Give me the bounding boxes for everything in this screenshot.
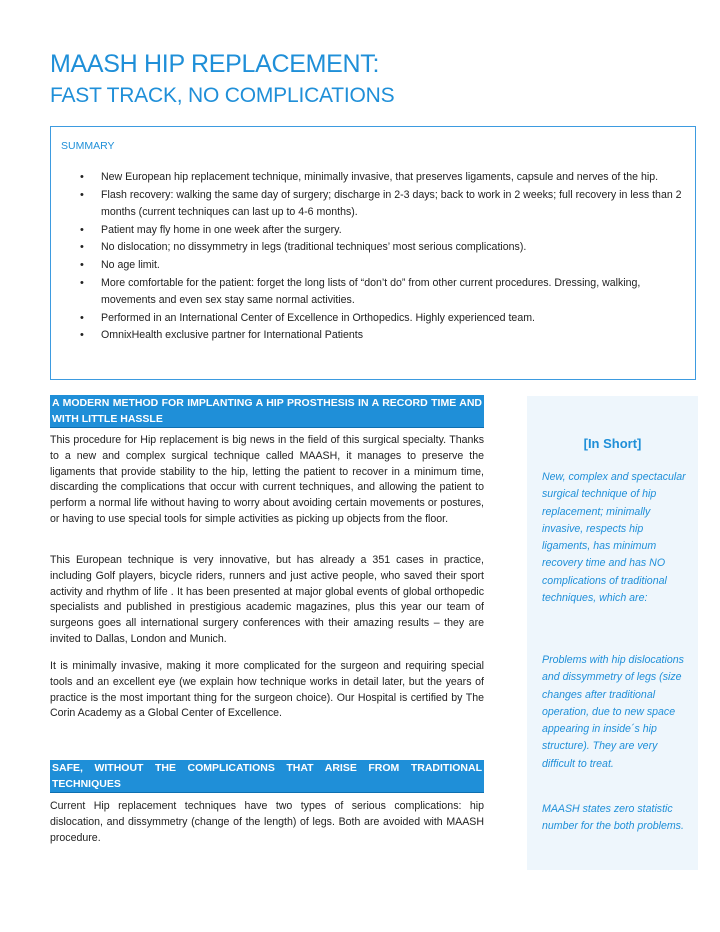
sidebar-paragraph-2: Problems with hip dislocations and dissymmetry of legs (size changes after traditional operation, due to new space appearing in inside´s hip structure). They are very difficult to treat. xyxy=(542,654,684,770)
summary-label: SUMMARY xyxy=(61,140,115,152)
section1-paragraph-2: This European technique is very innovative, but has already a 351 cases in practice, including Golf players, bicycle riders, runners and just active people, who saved their sport activity and rhythm of life . It has been presented at major global events of global orthopedic specialists and published in prestigious academic magazines, plus this year our team of surgeons goes all international surgery conferences with their amazing results – they are invited to Dallas, London and Munich. xyxy=(50,554,484,645)
summary-item: • Patient may fly home in one week after the surgery. xyxy=(101,222,691,240)
page-title: MAASH HIP REPLACEMENT: xyxy=(50,50,380,78)
summary-item: • No age limit. xyxy=(101,257,691,275)
section1-paragraph-1: This procedure for Hip replacement is big news in the field of this surgical specialty. Thanks to a new and complex surgical technique called MAASH, it manages to preserve the ligaments that provide stability to the hip, letting the patient to recover in a minimum time, discarding the complications that occur with current techniques, and allowing the patient to perform a normal life without having to worry about avoiding certain movements or postures, or having to use special tools for simple activities as picking up objects from the floor. xyxy=(50,434,484,525)
summary-item: • More comfortable for the patient: forget the long lists of “don’t do” from other current procedures. Dressing, walking, movements and even sex stay same normal activities. xyxy=(101,275,691,310)
summary-item: • OmnixHealth exclusive partner for International Patients xyxy=(101,327,691,345)
sidebar-paragraph-3: MAASH states zero statistic number for the both problems. xyxy=(542,803,684,833)
section-heading-safe: SAFE, WITHOUT THE COMPLICATIONS THAT ARISE FROM TRADITIONAL TECHNIQUES xyxy=(50,760,484,793)
summary-list xyxy=(101,169,691,345)
sidebar-title: [In Short] xyxy=(583,436,642,451)
section-heading-modern-method: A MODERN METHOD FOR IMPLANTING A HIP PROSTHESIS IN A RECORD TIME AND WITH LITTLE HASSLE xyxy=(50,395,484,428)
summary-item: • Performed in an International Center of Excellence in Orthopedics. Highly experienced team. xyxy=(101,310,691,328)
summary-item: • New European hip replacement technique, minimally invasive, that preserves ligaments, capsule and nerves of the hip. xyxy=(101,169,691,187)
sidebar-paragraph-1: New, complex and spectacular surgical technique of hip replacement; minimally invasive, respects hip ligaments, has minimum recovery time and has NO complications of traditional techniques, which are: xyxy=(542,471,686,605)
summary-box xyxy=(50,126,696,380)
page-subtitle: FAST TRACK, NO COMPLICATIONS xyxy=(50,84,395,107)
summary-item: • Flash recovery: walking the same day of surgery; discharge in 2-3 days; back to work in 2 weeks; full recovery in less than 2 months (current techniques can last up to 4-6 months). xyxy=(101,187,691,222)
summary-item: • No dislocation; no dissymmetry in legs (traditional techniques’ most serious complications). xyxy=(101,239,691,257)
in-short-sidebar xyxy=(527,396,698,870)
section1-paragraph-3: It is minimally invasive, making it more complicated for the surgeon and requiring special tools and an excellent eye (we explain how technique works in detail later, but the years of practice is the most important thing for the surgeon choice). Our Hospital is certified by The Corin Academy as a Global Center of Excellence. xyxy=(50,660,484,720)
section2-paragraph-1: Current Hip replacement techniques have two types of serious complications: hip dislocation, and dissymmetry (change of the length) of legs. Both are avoided with MAASH procedure. xyxy=(50,800,484,844)
